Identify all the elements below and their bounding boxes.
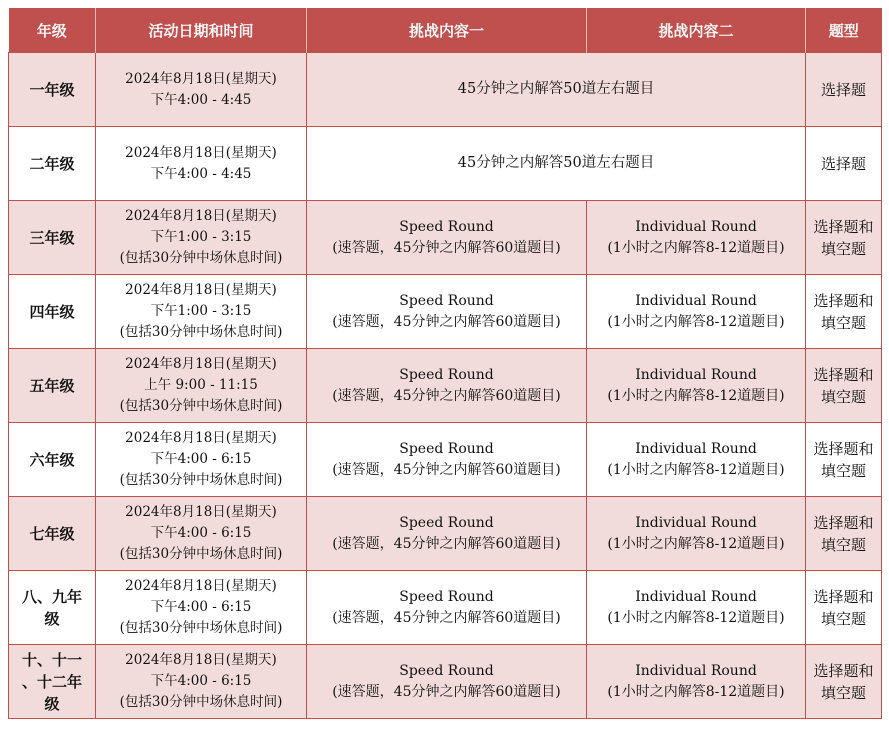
grade-label: 二年级 [29, 154, 75, 173]
question-type-cell [806, 127, 882, 201]
datetime-line: 下午1:00 - 3:15 [150, 229, 252, 245]
question-type-line: 填空题 [820, 313, 866, 332]
grade-cell [9, 571, 96, 645]
grade-cell [9, 127, 96, 201]
header-grade: 年级 [9, 8, 96, 53]
table-row [9, 53, 882, 127]
question-type-cell [806, 423, 882, 497]
table-row [9, 571, 882, 645]
challenge-2-description: (1小时之内解答8-12道题目) [607, 535, 785, 552]
challenge-1-cell [307, 349, 587, 423]
datetime-line: 2024年8月18日(星期天) [125, 144, 277, 161]
datetime-line: 下午4:00 - 6:15 [150, 673, 252, 689]
challenge-2-description: (1小时之内解答8-12道题目) [607, 461, 785, 478]
grade-label: 六年级 [29, 450, 75, 469]
grade-cell [9, 53, 96, 127]
challenge-combined-cell: 45分钟之内解答50道左右题目 [307, 53, 806, 127]
table-row [9, 423, 882, 497]
question-type-line: 填空题 [820, 239, 866, 258]
datetime-line: (包括30分钟中场休息时间) [119, 694, 283, 710]
grade-cell [9, 497, 96, 571]
table-row [9, 127, 882, 201]
grade-cell [9, 349, 96, 423]
datetime-line: (包括30分钟中场休息时间) [119, 324, 283, 340]
challenge-2-title: Individual Round [635, 292, 757, 309]
challenge-1-description: (速答题，45分钟之内解答60道题目) [332, 239, 561, 256]
challenge-1-cell [307, 497, 587, 571]
table-body [9, 53, 882, 719]
challenge-2-title: Individual Round [635, 662, 757, 679]
grade-label: 、十二年 [21, 672, 82, 691]
question-type-line: 选择题和 [813, 587, 874, 606]
table-row [9, 645, 882, 719]
question-type-line: 填空题 [820, 535, 866, 554]
question-type-line: 填空题 [820, 609, 866, 628]
question-type-line: 填空题 [820, 461, 866, 480]
header-challenge-1: 挑战内容一 [307, 8, 587, 53]
grade-label: 十、十一 [21, 650, 82, 669]
challenge-1-title: Speed Round [399, 440, 494, 457]
grade-label: 四年级 [29, 302, 75, 321]
question-type-cell [806, 349, 882, 423]
question-type-cell [806, 275, 882, 349]
datetime-line: 2024年8月18日(星期天) [125, 652, 277, 668]
schedule-table [8, 8, 882, 719]
datetime-cell [96, 349, 307, 423]
grade-label: 八、九年 [21, 587, 82, 606]
datetime-line: (包括30分钟中场休息时间) [119, 620, 283, 636]
question-type-cell [806, 571, 882, 645]
grade-cell [9, 645, 96, 719]
challenge-2-title: Individual Round [635, 218, 757, 235]
header-datetime: 活动日期和时间 [96, 8, 307, 53]
question-type-line: 填空题 [820, 683, 866, 702]
datetime-cell [96, 201, 307, 275]
challenge-2-description: (1小时之内解答8-12道题目) [607, 387, 785, 404]
question-type-line: 选择题 [820, 80, 866, 99]
challenge-2-cell [587, 571, 806, 645]
datetime-line: 2024年8月18日(星期天) [125, 282, 277, 298]
datetime-cell [96, 497, 307, 571]
challenge-1-cell [307, 201, 587, 275]
challenge-1-title: Speed Round [399, 514, 494, 531]
datetime-cell [96, 127, 307, 201]
challenge-2-title: Individual Round [635, 366, 757, 383]
challenge-1-cell [307, 275, 587, 349]
challenge-1-description: (速答题，45分钟之内解答60道题目) [332, 461, 561, 478]
challenge-1-description: (速答题，45分钟之内解答60道题目) [332, 683, 561, 700]
challenge-1-title: Speed Round [399, 588, 494, 605]
challenge-2-description: (1小时之内解答8-12道题目) [607, 239, 785, 256]
challenge-1-title: Speed Round [399, 662, 494, 679]
datetime-line: (包括30分钟中场休息时间) [119, 472, 283, 488]
datetime-line: 2024年8月18日(星期天) [125, 70, 277, 87]
question-type-line: 选择题和 [813, 365, 874, 384]
challenge-2-description: (1小时之内解答8-12道题目) [607, 683, 785, 700]
question-type-line: 选择题和 [813, 661, 874, 680]
challenge-2-description: (1小时之内解答8-12道题目) [607, 609, 785, 626]
datetime-cell [96, 571, 307, 645]
datetime-cell [96, 423, 307, 497]
datetime-line: 下午4:00 - 4:45 [150, 91, 252, 108]
datetime-line: (包括30分钟中场休息时间) [119, 546, 283, 562]
header-challenge-2: 挑战内容二 [587, 8, 806, 53]
datetime-line: 下午1:00 - 3:15 [150, 303, 252, 319]
header-row [9, 8, 882, 53]
question-type-cell [806, 497, 882, 571]
table-row [9, 275, 882, 349]
challenge-2-cell [587, 645, 806, 719]
question-type-cell [806, 201, 882, 275]
question-type-line: 填空题 [820, 387, 866, 406]
challenge-1-description: (速答题，45分钟之内解答60道题目) [332, 535, 561, 552]
datetime-line: 下午4:00 - 4:45 [150, 165, 252, 182]
challenge-2-cell [587, 349, 806, 423]
datetime-cell [96, 645, 307, 719]
challenge-1-cell [307, 645, 587, 719]
question-type-line: 选择题和 [813, 291, 874, 310]
challenge-1-description: (速答题，45分钟之内解答60道题目) [332, 313, 561, 330]
question-type-line: 选择题和 [813, 513, 874, 532]
challenge-2-cell [587, 423, 806, 497]
header-type: 题型 [806, 8, 882, 53]
challenge-2-title: Individual Round [635, 514, 757, 531]
question-type-line: 选择题 [820, 154, 866, 173]
challenge-1-description: (速答题，45分钟之内解答60道题目) [332, 609, 561, 626]
challenge-2-cell [587, 201, 806, 275]
grade-label: 级 [44, 609, 60, 628]
datetime-cell [96, 275, 307, 349]
challenge-1-title: Speed Round [399, 292, 494, 309]
datetime-line: 下午4:00 - 6:15 [150, 525, 252, 541]
challenge-1-cell [307, 423, 587, 497]
table-row [9, 201, 882, 275]
table-row [9, 349, 882, 423]
grade-label: 五年级 [29, 376, 75, 395]
grade-label: 七年级 [29, 524, 75, 543]
challenge-1-title: Speed Round [399, 218, 494, 235]
challenge-2-cell [587, 275, 806, 349]
datetime-line: 2024年8月18日(星期天) [125, 578, 277, 594]
challenge-combined-cell: 45分钟之内解答50道左右题目 [307, 127, 806, 201]
grade-cell [9, 423, 96, 497]
grade-label: 级 [44, 694, 60, 713]
datetime-line: 2024年8月18日(星期天) [125, 504, 277, 520]
question-type-cell [806, 645, 882, 719]
datetime-line: 下午4:00 - 6:15 [150, 451, 252, 467]
challenge-1-cell [307, 571, 587, 645]
question-type-line: 选择题和 [813, 439, 874, 458]
datetime-line: (包括30分钟中场休息时间) [119, 398, 283, 414]
question-type-cell [806, 53, 882, 127]
challenge-1-description: (速答题，45分钟之内解答60道题目) [332, 387, 561, 404]
challenge-2-description: (1小时之内解答8-12道题目) [607, 313, 785, 330]
question-type-line: 选择题和 [813, 217, 874, 236]
grade-label: 三年级 [29, 228, 75, 247]
datetime-cell [96, 53, 307, 127]
grade-label: 一年级 [29, 80, 75, 99]
challenge-1-title: Speed Round [399, 366, 494, 383]
datetime-line: 2024年8月18日(星期天) [125, 208, 277, 224]
datetime-line: 2024年8月18日(星期天) [125, 430, 277, 446]
challenge-2-cell [587, 497, 806, 571]
datetime-line: (包括30分钟中场休息时间) [119, 250, 283, 266]
grade-cell [9, 275, 96, 349]
table-row [9, 497, 882, 571]
datetime-line: 上午 9:00 - 11:15 [144, 377, 258, 393]
challenge-2-title: Individual Round [635, 440, 757, 457]
grade-cell [9, 201, 96, 275]
challenge-2-title: Individual Round [635, 588, 757, 605]
datetime-line: 2024年8月18日(星期天) [125, 356, 277, 372]
datetime-line: 下午4:00 - 6:15 [150, 599, 252, 615]
